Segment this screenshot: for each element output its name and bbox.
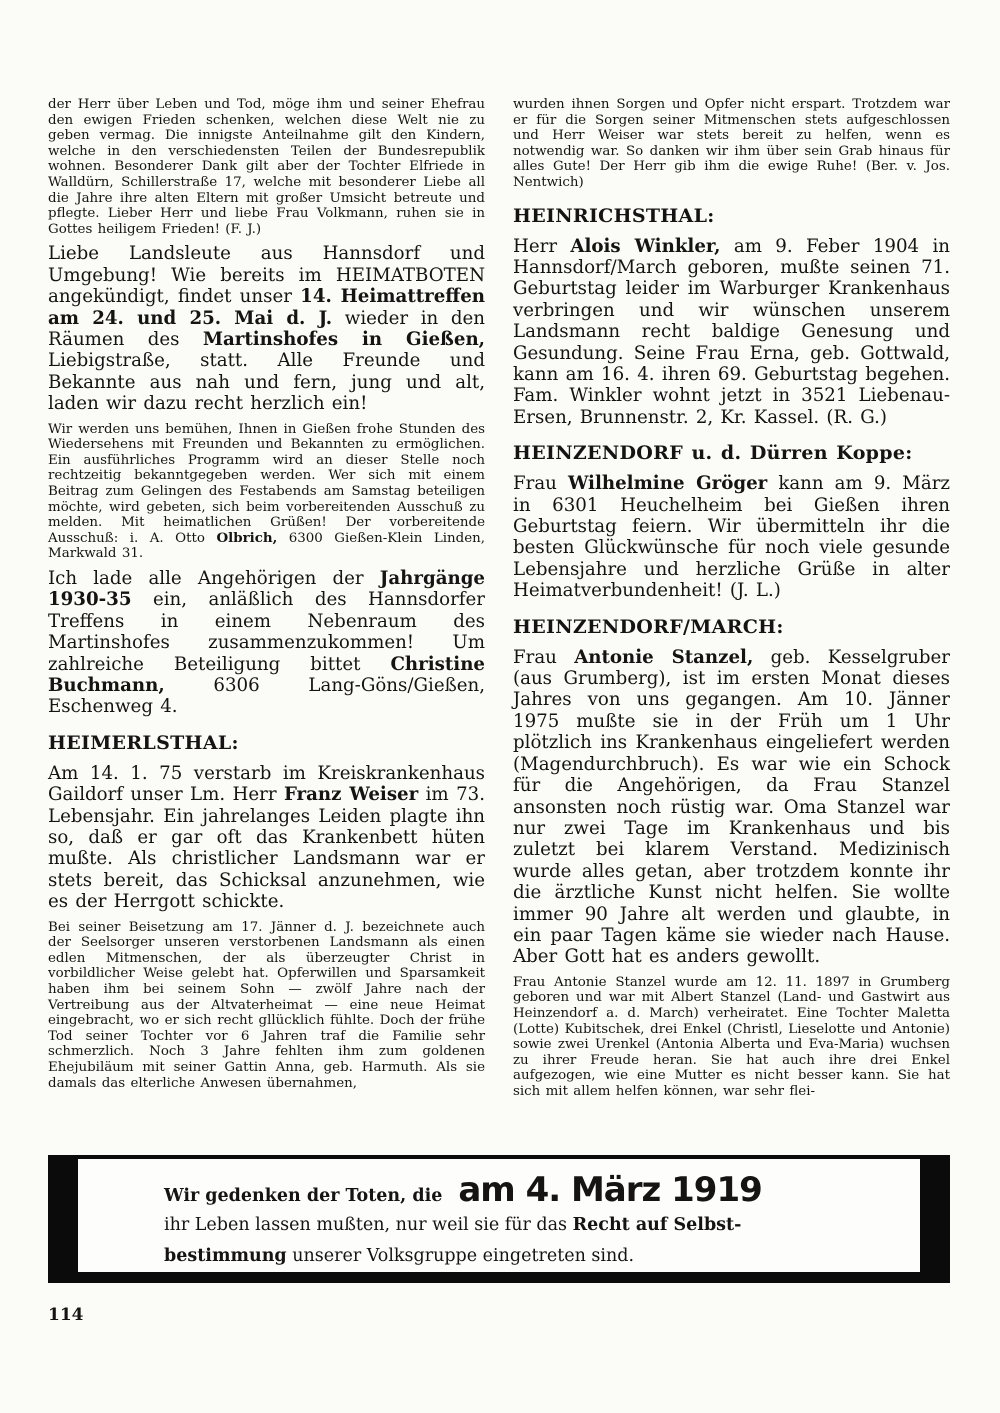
paragraph: Bei seiner Beisetzung am 17. Jänner d. J. bezeichnete auch der Seelsorger unseren verstorbenen Landsmann als einen edlen Mitmenschen, der als überzeugter Christ in vorbildlicher Weise gelebt hat. Opferwillen und Sparsamkeit haben ihm bei seinem Sohn — zwölf Jahre nach der Vertreibung aus der Altvaterheimat — eine neue Heimat eingebracht, wo er sich recht gllücklich fühlte. Doch der frühe Tod seiner Tochter vor 6 Jahren traf die Familie sehr schmerzlich. Noch 3 Jahre fehlten ihm zum goldenen Ehejubiläum mit seiner Gattin Anna, geb. Harmuth. Als sie damals das elterliche Anwesen übernahmen, xyxy=(48,919,485,1091)
banner-lead-text: Wir gedenken der Toten, die xyxy=(164,1186,443,1206)
paragraph: Frau Antonie Stanzel, geb. Kesselgruber (aus Grumberg), ist im ersten Monat dieses Jahres von uns gegangen. Am 10. Jänner 1975 mußte sie in der Früh um 1 Uhr plötzlich ins Krankenhaus eingeliefert werden (Magendurchbruch). Es war wie ein Schock für die Angehörigen, da Frau Stanzel ansonsten noch rüstig war. Oma Stanzel war nur zwei Tage im Krankenhaus und bis zuletzt bei klarem Verstand. Medizinisch wurde alles getan, aber trotzdem konnte ihr die ärztliche Kunst nicht helfen. Sie wollte immer 90 Jahre alt werden und glaubte, in ein paar Tagen käme sie wieder nach Hause. Aber Gott hat es anders gewollt. xyxy=(513,646,950,968)
banner-line-1 xyxy=(164,1170,910,1210)
paragraph: Frau Antonie Stanzel wurde am 12. 11. 1897 in Grumberg geboren und war mit Albert Stanzel (Land- und Gastwirt aus Heinzendorf a. d. March) verheiratet. Eine Tochter Maletta (Lotte) Kubitschek, drei Enkel (Christl, Lieselotte und Antonie) sowie zwei Urenkel (Antonia Alberta und Eva-Maria) wuchsen zu ihrer Freude heran. Sie hat auch ihre drei Enkel aufgezogen, wie eine Mutter es nicht besser kann. Sie hat sich mit allem helfen können, war sehr flei- xyxy=(513,974,950,1099)
column-left xyxy=(48,97,485,1097)
paragraph: der Herr über Leben und Tod, möge ihm und seiner Ehefrau den ewigen Frieden schenken, welchen diese Welt nie zu geben vermag. Die innigste Anteilnahme gilt den Kindern, welche in den verschiedensten Teilen der Bundesrepublik wohnen. Besonderer Dank gilt aber der Tochter Elfriede in Walldürn, Schillerstraße 17, welche mit besonderer Liebe all die Jahre ihre alten Eltern mit großer Umsicht betreute und pflegte. Lieber Herr und liebe Frau Volkmann, ruhen sie in Gottes heiligem Frieden! (F. J.) xyxy=(48,97,485,237)
paragraph: wurden ihnen Sorgen und Opfer nicht erspart. Trotzdem war er für die Sorgen seiner Mitmenschen stets aufgeschlossen und Herr Weiser war stets bereit zu helfen, wenn es notwendig war. So danken wir ihm über sein Grab hinaus für alles Gute! Der Herr gib ihm die ewige Ruhe! (Ber. v. Jos. Nentwich) xyxy=(513,97,950,190)
section-heading: HEINZENDORF u. d. Dürren Koppe: xyxy=(513,442,913,465)
memorial-banner xyxy=(48,1155,950,1283)
paragraph: Ich lade alle Angehörigen der Jahrgänge 1930-35 ein, anläßlich des Hannsdorfer Treffens in einem Nebenraum des Martinshofes zusammenzukommen! Um zahlreiche Beteiligung bittet Christine Buchmann, 6306 Lang-Göns/Gießen, Eschenweg 4. xyxy=(48,567,485,718)
paragraph: Liebe Landsleute aus Hannsdorf und Umgebung! Wie bereits im HEIMATBOTEN angekündigt, findet unser 14. Heimattreffen am 24. und 25. Mai d. J. wieder in den Räumen des Martinshofes in Gießen, Liebigstraße, statt. Alle Freunde und Bekannte aus nah und fern, jung und alt, laden wir dazu recht herzlich ein! xyxy=(48,243,485,415)
banner-right-bar xyxy=(920,1159,950,1272)
section-heading: HEIMERLSTHAL: xyxy=(48,731,239,754)
column-right xyxy=(513,97,950,1106)
banner-body-line-2: ihr Leben lassen mußten, nur weil sie für das Recht auf Selbst- xyxy=(164,1215,742,1235)
paragraph: Frau Wilhelmine Gröger kann am 9. März in 6301 Heuchelheim bei Gießen ihren Geburtstag feiern. Wir übermitteln ihr die besten Glückwünsche für noch viele gesunde Lebensjahre und herzliche Grüße in alter Heimatverbundenheit! (J. L.) xyxy=(513,473,950,602)
banner-left-bar xyxy=(48,1159,78,1272)
banner-body-line-3: bestimmung unserer Volksgruppe eingetreten sind. xyxy=(164,1246,635,1266)
text-columns xyxy=(48,97,950,1143)
paragraph: Herr Alois Winkler, am 9. Feber 1904 in Hannsdorf/March geboren, mußte seinen 71. Geburtstag leider im Warburger Krankenhaus verbringen und wir wünschen unserem Landsmann recht baldige Genesung und Gesundung. Seine Frau Erna, geb. Gottwald, kann am 16. 4. ihren 69. Geburtstag begehen. Fam. Winkler wohnt jetzt in 3521 Liebenau-Ersen, Brunnenstr. 2, Kr. Kassel. (R. G.) xyxy=(513,235,951,428)
section-heading: HEINRICHSTHAL: xyxy=(513,204,715,227)
paragraph: Wir werden uns bemühen, Ihnen in Gießen frohe Stunden des Wiedersehens mit Freunden und Bekannten zu ermöglichen. Ein ausführliches Programm wird an dieser Stelle noch rechtzeitig bekanntgegeben werden. Wer sich mit einem Beitrag zum Gelingen des Festabends am Samstag beteiligen möchte, wird gebeten, sich beim vorbereitenden Ausschuß zu melden. Mit heimatlichen Grüßen! Der vorbereitende Ausschuß: i. A. Otto Olbrich, 6300 Gießen-Klein Linden, Markwald 31. xyxy=(48,421,486,562)
banner-date-text: am 4. März 1919 xyxy=(458,1170,762,1210)
page-number: 114 xyxy=(48,1305,84,1325)
section-heading: HEINZENDORF/MARCH: xyxy=(513,615,784,638)
paragraph: Am 14. 1. 75 verstarb im Kreiskrankenhaus Gaildorf unser Lm. Herr Franz Weiser im 73. Lebensjahr. Ein jahrelanges Leiden plagte ihn so, daß er gar oft das Krankenbett hüten mußte. Als christlicher Landsmann war er stets bereit, das Schicksal anzunehmen, wie es der Herrgott schickte. xyxy=(48,762,485,913)
banner-content xyxy=(78,1159,920,1272)
